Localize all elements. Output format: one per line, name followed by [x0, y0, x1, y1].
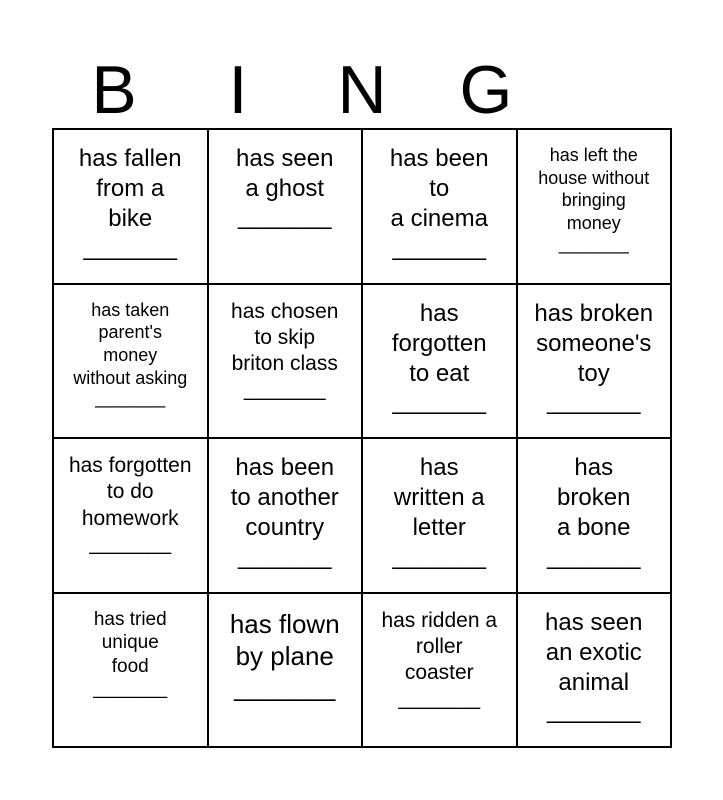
header-letter-i: I: [228, 52, 248, 128]
cell-blank-line: _______: [398, 686, 481, 710]
cell-text: has forgotten to eat: [391, 299, 487, 387]
cell-text: has chosen to skip briton class: [231, 299, 339, 376]
cell-blank-line: _______: [238, 542, 332, 570]
cell-text: has written a letter: [393, 454, 485, 542]
cell-text: has broken someone's toy: [534, 299, 654, 387]
bingo-cell[interactable]: [54, 594, 209, 749]
bingo-cell[interactable]: [363, 130, 518, 285]
bingo-cell[interactable]: [54, 439, 209, 594]
cell-blank-line: _______: [95, 388, 166, 409]
cell-text: has broken a bone: [557, 454, 631, 542]
cell-blank-line: _______: [558, 233, 629, 254]
cell-text: has taken parent's money without asking: [73, 299, 188, 388]
cell-blank-line: _______: [93, 678, 168, 700]
cell-text: has forgotten to do homework: [68, 454, 192, 530]
cell-blank-line: _______: [234, 672, 336, 702]
cell-text: has ridden a roller coaster: [381, 608, 498, 685]
cell-text: has tried unique food: [93, 608, 167, 678]
bingo-cell[interactable]: [209, 594, 364, 749]
cell-blank-line: _______: [392, 542, 486, 570]
cell-blank-line: _______: [83, 233, 177, 261]
bingo-cell[interactable]: [518, 285, 673, 440]
bingo-cell[interactable]: [518, 439, 673, 594]
bingo-cell[interactable]: [54, 285, 209, 440]
bingo-cell[interactable]: [209, 285, 364, 440]
cell-blank-line: _______: [89, 532, 172, 556]
cell-blank-line: _______: [547, 697, 641, 725]
bingo-board: [52, 128, 672, 748]
header-letter-n: N: [337, 52, 387, 128]
cell-text: has seen a ghost: [236, 145, 334, 203]
bingo-cell[interactable]: [209, 130, 364, 285]
cell-text: has fallen from a bike: [78, 145, 182, 233]
bingo-cell[interactable]: [363, 285, 518, 440]
bingo-cell[interactable]: [54, 130, 209, 285]
cell-text: has flown by plane: [229, 608, 340, 672]
bingo-cell[interactable]: [363, 594, 518, 749]
bingo-cell[interactable]: [518, 130, 673, 285]
cell-blank-line: _______: [392, 233, 486, 261]
cell-blank-line: _______: [392, 388, 486, 416]
bingo-header: [52, 52, 672, 128]
cell-text: has been to another country: [230, 454, 339, 542]
cell-blank-line: _______: [547, 542, 641, 570]
cell-blank-line: _______: [238, 203, 332, 231]
bingo-cell[interactable]: [363, 439, 518, 594]
bingo-cell[interactable]: [518, 594, 673, 749]
cell-text: has been to a cinema: [389, 145, 489, 233]
header-letter-b: B: [91, 52, 137, 128]
header-letter-g: G: [459, 52, 513, 128]
cell-blank-line: _______: [243, 377, 326, 401]
bingo-cell[interactable]: [209, 439, 364, 594]
cell-text: has seen an exotic animal: [545, 608, 643, 696]
cell-blank-line: _______: [547, 388, 641, 416]
cell-text: has left the house without bringing money: [538, 145, 650, 234]
